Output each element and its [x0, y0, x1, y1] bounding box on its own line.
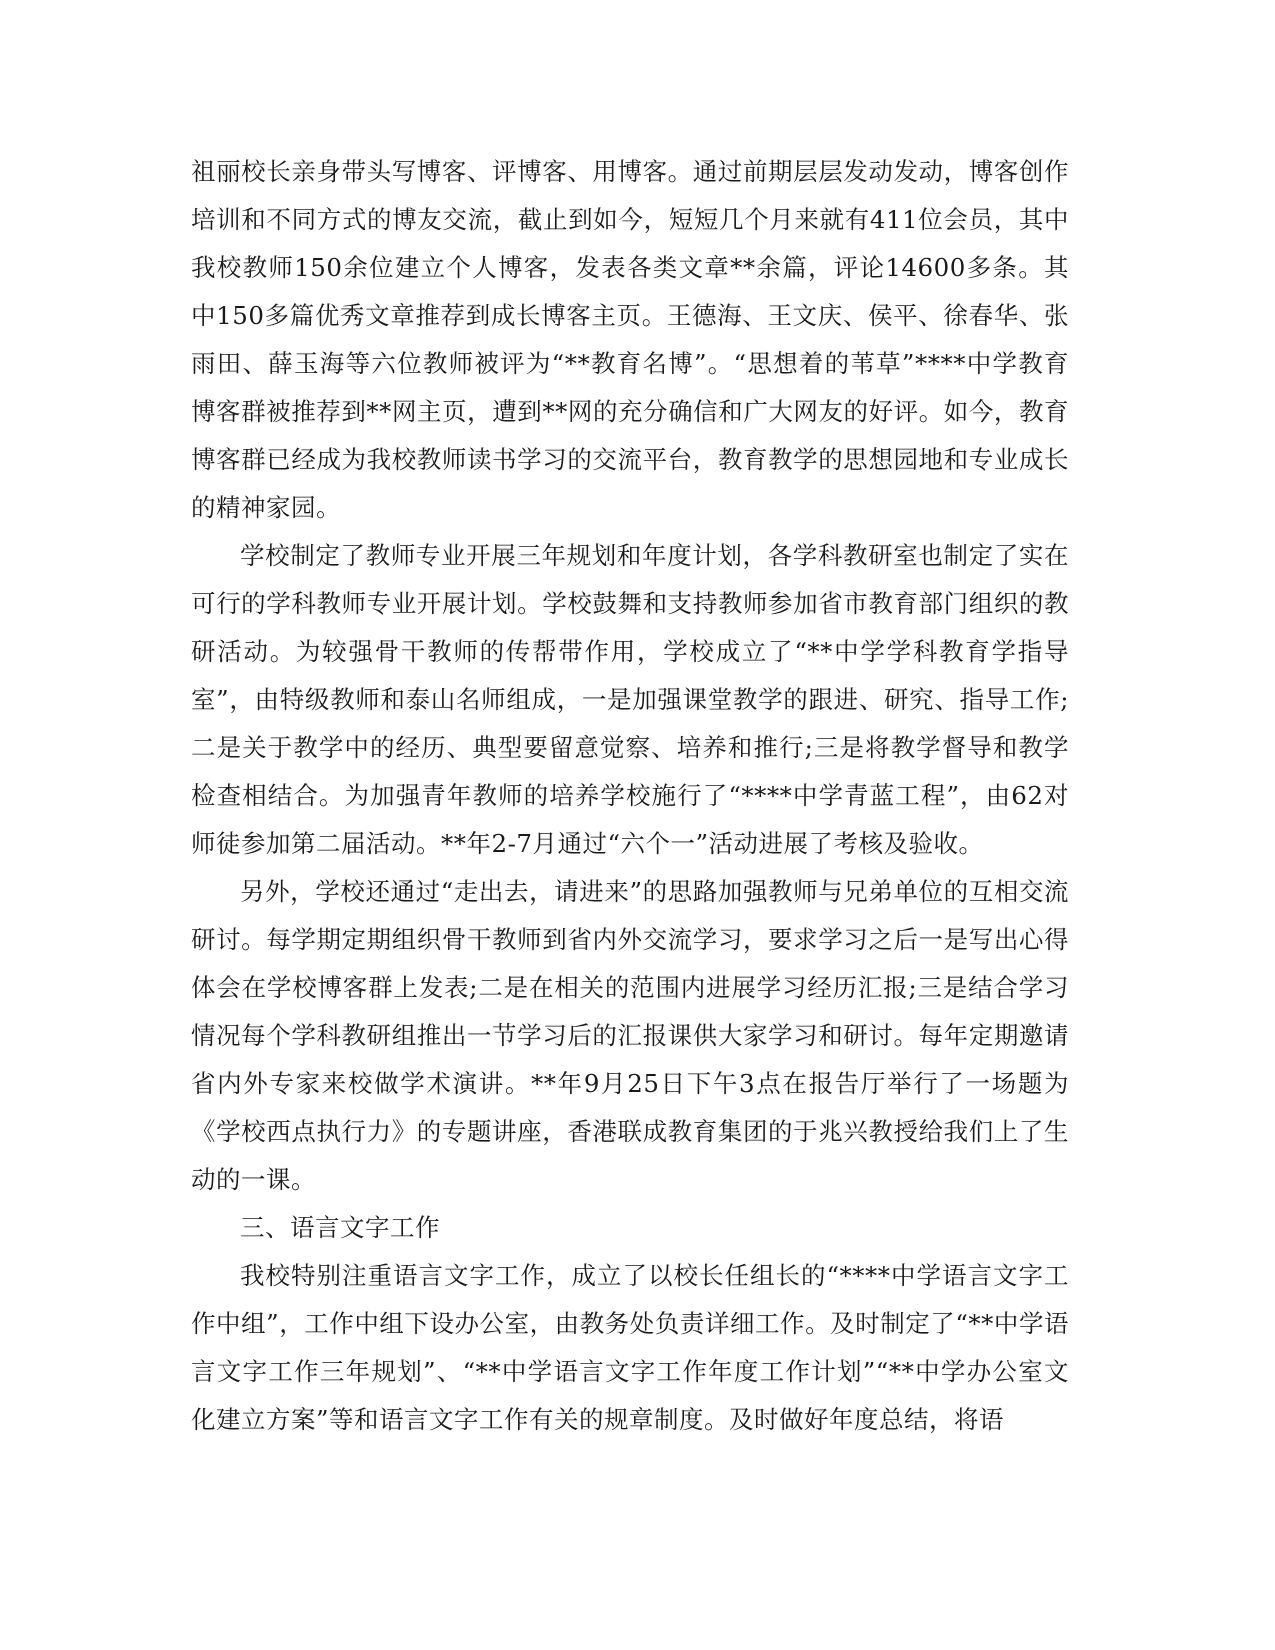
paragraph-language-work: 我校特别注重语言文字工作，成立了以校长任组长的“****中学语言文字工作中组”，工作中组下设办公室，由教务处负责详细工作。及时制定了“**中学语言文字工作三年规划”、“**中学语言文字工作年度工作计划”“**中学办公室文化建立方案”等和语言文字工作有关的规章制度。及时做好年度总结，将语 — [191, 1261, 1069, 1434]
paragraph-exchange-learning: 另外，学校还通过“走出去，请进来”的思路加强教师与兄弟单位的互相交流研讨。每学期定期组织骨干教师到省内外交流学习，要求学习之后一是写出心得体会在学校博客群上发表;二是在相关的范围内进展学习经历汇报;三是结合学习情况每个学科教研组推出一节学习后的汇报课供大家学习和研讨。每年定期邀请省内外专家来校做学术演讲。**年9月25日下午3点在报告厅举行了一场题为《学校西点执行力》的专题讲座，香港联成教育集团的于兆兴教授给我们上了生动的一课。 — [191, 877, 1069, 1194]
paragraph-teacher-development-plan: 学校制定了教师专业开展三年规划和年度计划，各学科教研室也制定了实在可行的学科教师专业开展计划。学校鼓舞和支持教师参加省市教育部门组织的教研活动。为较强骨干教师的传帮带作用，学校成立了“**中学学科教育学指导室”，由特级教师和泰山名师组成，一是加强课堂教学的跟进、研究、指导工作;二是关于教学中的经历、典型要留意觉察、培养和推行;三是将教学督导和教学检查相结合。为加强青年教师的培养学校施行了“****中学青蓝工程”，由62对师徒参加第二届活动。**年2-7月通过“六个一”活动进展了考核及验收。 — [191, 541, 1069, 858]
document-body — [191, 148, 1069, 1444]
paragraph-blog-achievements: 祖丽校长亲身带头写博客、评博客、用博客。通过前期层层发动发动，博客创作培训和不同方式的博友交流，截止到如今，短短几个月来就有411位会员，其中我校教师150余位建立个人博客，发表各类文章**余篇，评论14600多条。其中150多篇优秀文章推荐到成长博客主页。王德海、王文庆、侯平、徐春华、张雨田、薛玉海等六位教师被评为“**教育名博”。“思想着的苇草”****中学教育博客群被推荐到**网主页，遭到**网的充分确信和广大网友的好评。如今，教育博客群已经成为我校教师读书学习的交流平台，教育教学的思想园地和专业成长的精神家园。 — [191, 157, 1069, 522]
section-heading-language-work: 三、语言文字工作 — [240, 1213, 440, 1242]
